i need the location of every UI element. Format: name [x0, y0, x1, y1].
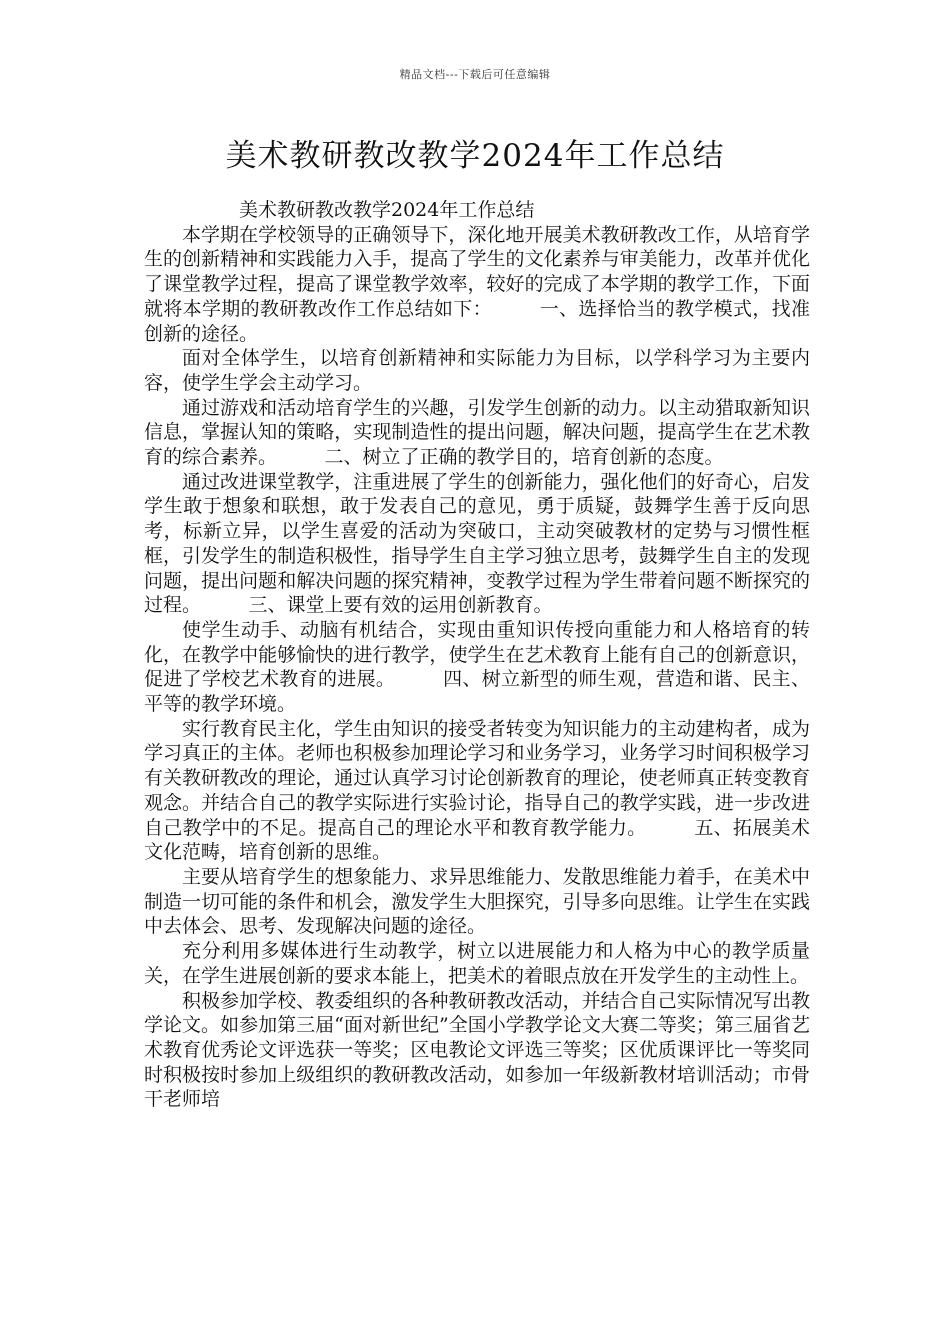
document-title: 美术教研教改教学2024年工作总结 — [225, 138, 725, 174]
paragraph-text: 实行教育民主化，学生由知识的接受者转变为知识能力的主动建构者，成为学习真正的主体。老师也积极参加理论学习和业务学习，业务学习时间积极学习有关教研教改的理论，通过认真学习讨论创新教育的理论，使老师真正转变教育观念。并结合自己的教学实际进行实验讨论，指导自己的教学实践，进一步改进自己教学中的不足。提高自己的理论水平和教育教学能力。 — [144, 717, 810, 839]
section-heading: 四、树立新型的师生观，营造和谐、民主、平等的教学环境。 — [144, 668, 810, 716]
paragraph-text: 本学期在学校领导的正确领导下，深化地开展美术教研教改工作，从培育学生的创新精神和实践能力入手，提高了学生的文化素养与审美能力，改革并优化了课堂教学过程，提高了课堂教学效率，较好的完成了本学期的教学工作，下面就将本学期的教研教改作工作总结如下： — [144, 223, 810, 320]
section-heading: 二、树立了正确的教学目的，培育创新的态度。 — [324, 446, 724, 469]
paragraph-text: 美术教研教改教学2024年工作总结 — [239, 199, 535, 221]
document-body — [144, 198, 810, 1112]
paragraph — [144, 198, 810, 223]
paragraph — [144, 223, 810, 347]
paragraph — [144, 346, 810, 395]
paragraph-text: 面对全体学生，以培育创新精神和实际能力为目标，以学科学习为主要内容，使学生学会主动学习。 — [144, 347, 810, 394]
paragraph-text: 使学生动手、动脑有机结合，实现由重知识传授向重能力和人格培育的转化，在教学中能够愉快的进行教学，使学生在艺术教育上能有自己的创新意识，促进了学校艺术教育的进展。 — [144, 618, 810, 691]
section-heading: 三、课堂上要有效的运用创新教育。 — [248, 594, 553, 617]
paragraph-text: 积极参加学校、教委组织的各种教研教改活动，并结合自己实际情况写出教学论文。如参加第三届“面对新世纪”全国小学教学论文大赛二等奖；第三届省艺术教育优秀论文评选获一等奖；区电教论文评选三等奖；区优质课评比一等奖同时积极按时参加上级组织的教研教改活动，如参加一年级新教材培训活动；市骨干老师培 — [144, 989, 810, 1111]
section-heading: 五、拓展美术文化范畴，培育创新的思维。 — [144, 816, 810, 864]
paragraph-text: 通过改进课堂教学，注重进展了学生的创新能力，强化他们的好奇心，启发学生敢于想象和联想，敢于发表自己的意见，勇于质疑，鼓舞学生善于反向思考，标新立异，以学生喜爱的活动为突破口，主动突破教材的定势与习惯性框框，引发学生的制造积极性，指导学生自主学习独立思考，鼓舞学生自主的发现问题，提出问题和解决问题的探究精神，变教学过程为学生带着问题不断探究的过程。 — [144, 470, 810, 617]
paragraph — [144, 989, 810, 1113]
paragraph — [144, 865, 810, 939]
paragraph — [144, 717, 810, 865]
paragraph-text: 通过游戏和活动培育学生的兴趣，引发学生创新的动力。以主动猎取新知识信息，掌握认知的策略，实现制造性的提出问题，解决问题，提高学生在艺术教育的综合素养。 — [144, 396, 810, 469]
paragraph-text: 主要从培育学生的想象能力、求异思维能力、发散思维能力着手，在美术中制造一切可能的条件和机会，激发学生大胆探究，引导多向思维。让学生在实践中去体会、思考、发现解决问题的途径。 — [144, 865, 810, 938]
paragraph — [144, 396, 810, 470]
paragraph — [144, 618, 810, 717]
header-note: 精品文档---下载后可任意编辑 — [399, 68, 551, 81]
paragraph — [144, 470, 810, 618]
section-heading: 一、选择恰当的教学模式，找准创新的途径。 — [144, 297, 810, 345]
paragraph — [144, 939, 810, 988]
paragraph-text: 充分利用多媒体进行生动教学，树立以进展能力和人格为中心的教学质量关，在学生进展创新的要求本能上，把美术的着眼点放在开发学生的主动性上。 — [144, 940, 810, 987]
